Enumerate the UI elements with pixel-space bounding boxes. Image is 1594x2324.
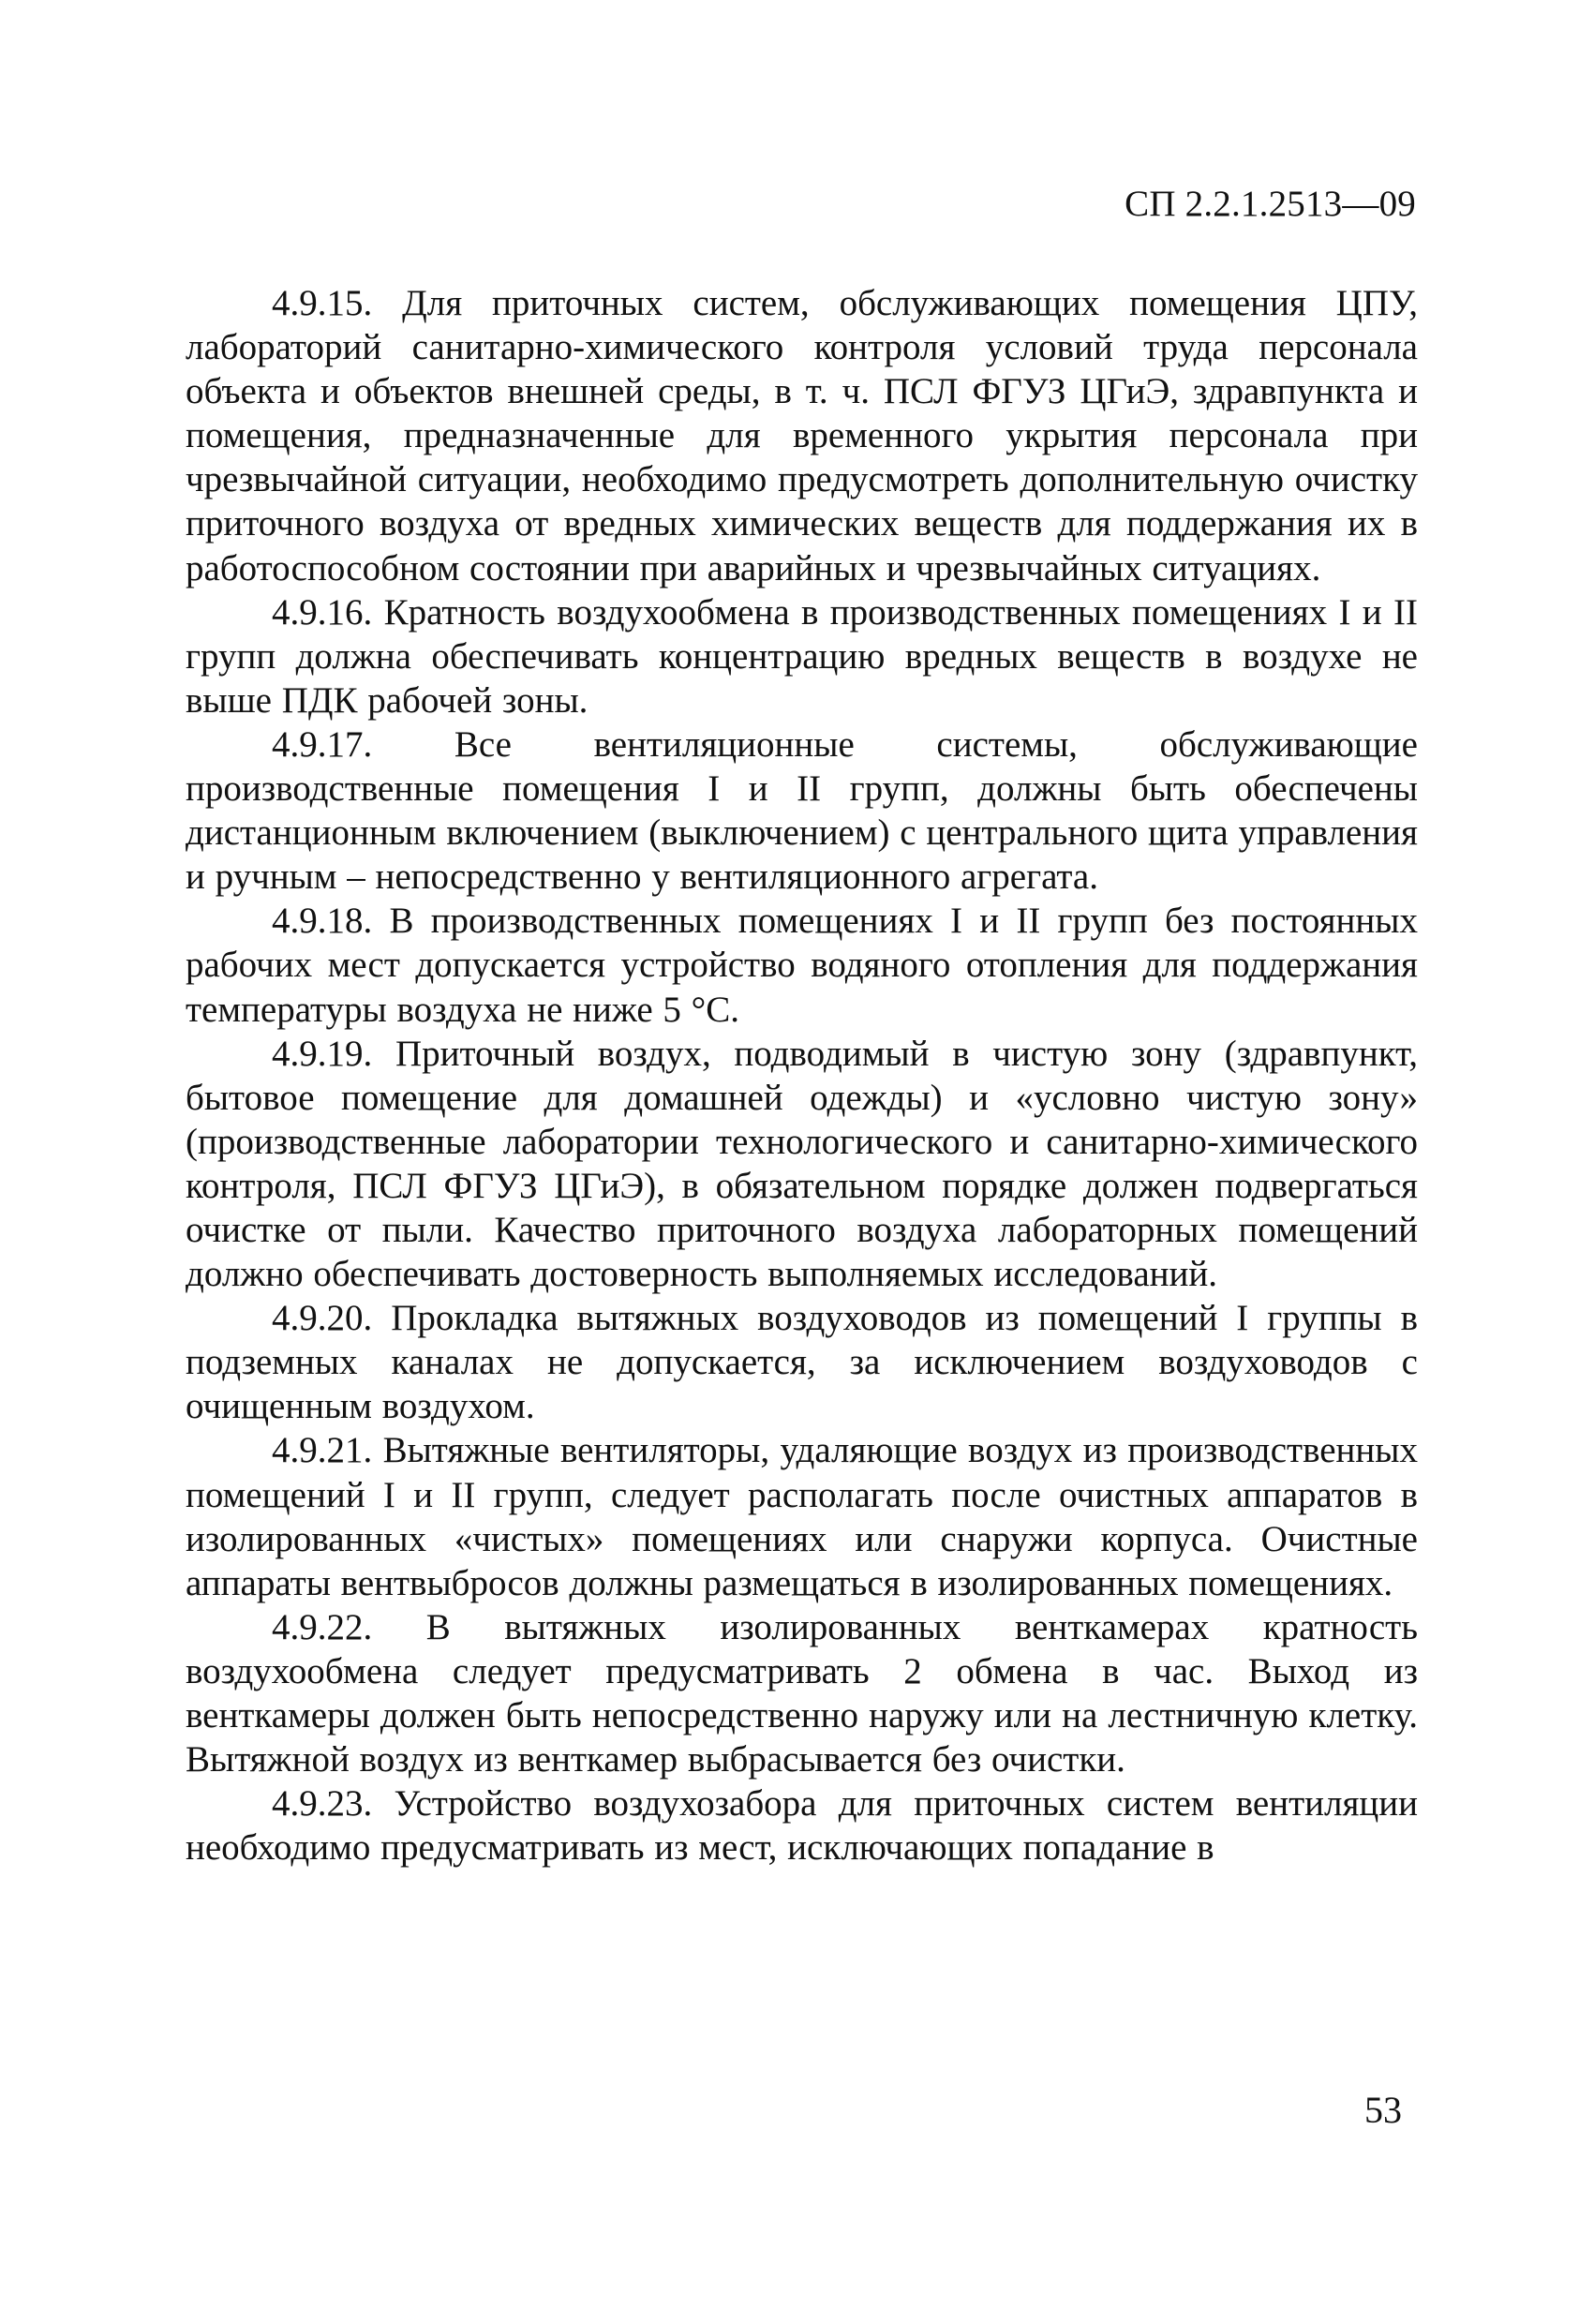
- clause-number: 4.9.19.: [272, 1033, 373, 1074]
- document-code: СП 2.2.1.2513—09: [1125, 184, 1416, 224]
- clause-number: 4.9.21.: [272, 1430, 373, 1471]
- clause-number: 4.9.22.: [272, 1606, 373, 1647]
- paragraph-4-9-22: [186, 1605, 1418, 1781]
- clause-text: Прокладка вытяжных воздуховодов из помещений I группы в подземных каналах не допускается, за исключением воздуховодов с очищенным воздухом.: [186, 1298, 1419, 1427]
- clause-text: Вытяжные вентиляторы, удаляющие воздух из производственных помещений I и II групп, следует располагать после очистных аппаратов в изолированных «чистых» помещениях или снаружи корпуса. Очистные аппараты вентвыбросов должны размещаться в изолированных помещениях.: [186, 1430, 1419, 1603]
- paragraph-4-9-18: [186, 899, 1418, 1031]
- paragraph-4-9-16: [186, 590, 1418, 723]
- clause-text: Приточный воздух, подводимый в чистую зону (здравпункт, бытовое помещение для домашней одежды) и «условно чистую зону» (производственные лаборатории технологического и санитарно-химического контроля, ПСЛ ФГУЗ ЦГиЭ), в обязательном порядке должен подвергаться очистке от пыли. Качество приточного воздуха лабораторных помещений должно обеспечивать достоверность выполняемых исследований.: [186, 1033, 1419, 1295]
- clause-number: 4.9.20.: [272, 1298, 373, 1339]
- clause-number: 4.9.16.: [272, 591, 373, 633]
- paragraph-4-9-20: [186, 1296, 1418, 1428]
- clause-text: Для приточных систем, обслуживающих помещения ЦПУ, лабораторий санитарно-химического контроля условий труда персонала объекта и объектов внешней среды, в т. ч. ПСЛ ФГУЗ ЦГиЭ, здравпункта и помещения, предназначенные для временного укрытия персонала при чрезвычайной ситуации, необходимо предусмотреть дополнительную очистку приточного воздуха от вредных химических веществ для поддержания их в работоспособном состоянии при аварийных и чрезвычайных ситуациях.: [186, 283, 1419, 588]
- clause-number: 4.9.15.: [272, 283, 373, 323]
- clause-number: 4.9.23.: [272, 1783, 373, 1825]
- document-body: [186, 281, 1418, 1870]
- paragraph-4-9-21: [186, 1428, 1418, 1604]
- clause-text: Все вентиляционные системы, обслуживающие производственные помещения I и II групп, должны быть обеспечены дистанционным включением (выключением) с центрального щита управления и ручным – непосредственно у вентиляционного агрегата.: [186, 723, 1418, 898]
- paragraph-4-9-19: [186, 1032, 1418, 1297]
- clause-text: Кратность воздухообмена в производственных помещениях I и II групп должна обеспечивать концентрацию вредных веществ в воздухе не выше ПДК рабочей зоны.: [186, 591, 1418, 721]
- clause-number: 4.9.18.: [272, 901, 373, 942]
- clause-number: 4.9.17.: [272, 723, 373, 765]
- clause-text: В производственных помещениях I и II групп без постоянных рабочих мест допускается устройство водяного отопления для поддержания температуры воздуха не ниже 5 °С.: [186, 901, 1418, 1030]
- paragraph-4-9-15: [186, 281, 1418, 590]
- clause-text: В вытяжных изолированных венткамерах кратность воздухообмена следует предусматривать 2 обмена в час. Выход из венткамеры должен быть непосредственно наружу или на лестничную клетку. Вытяжной воздух из венткамер выбрасывается без очистки.: [186, 1606, 1419, 1780]
- page-number: 53: [1364, 2089, 1402, 2131]
- paragraph-4-9-23: [186, 1781, 1418, 1870]
- paragraph-4-9-17: [186, 723, 1418, 899]
- clause-text: Устройство воздухозабора для приточных систем вентиляции необходимо предусматривать из мест, исключающих попадание в: [186, 1783, 1419, 1869]
